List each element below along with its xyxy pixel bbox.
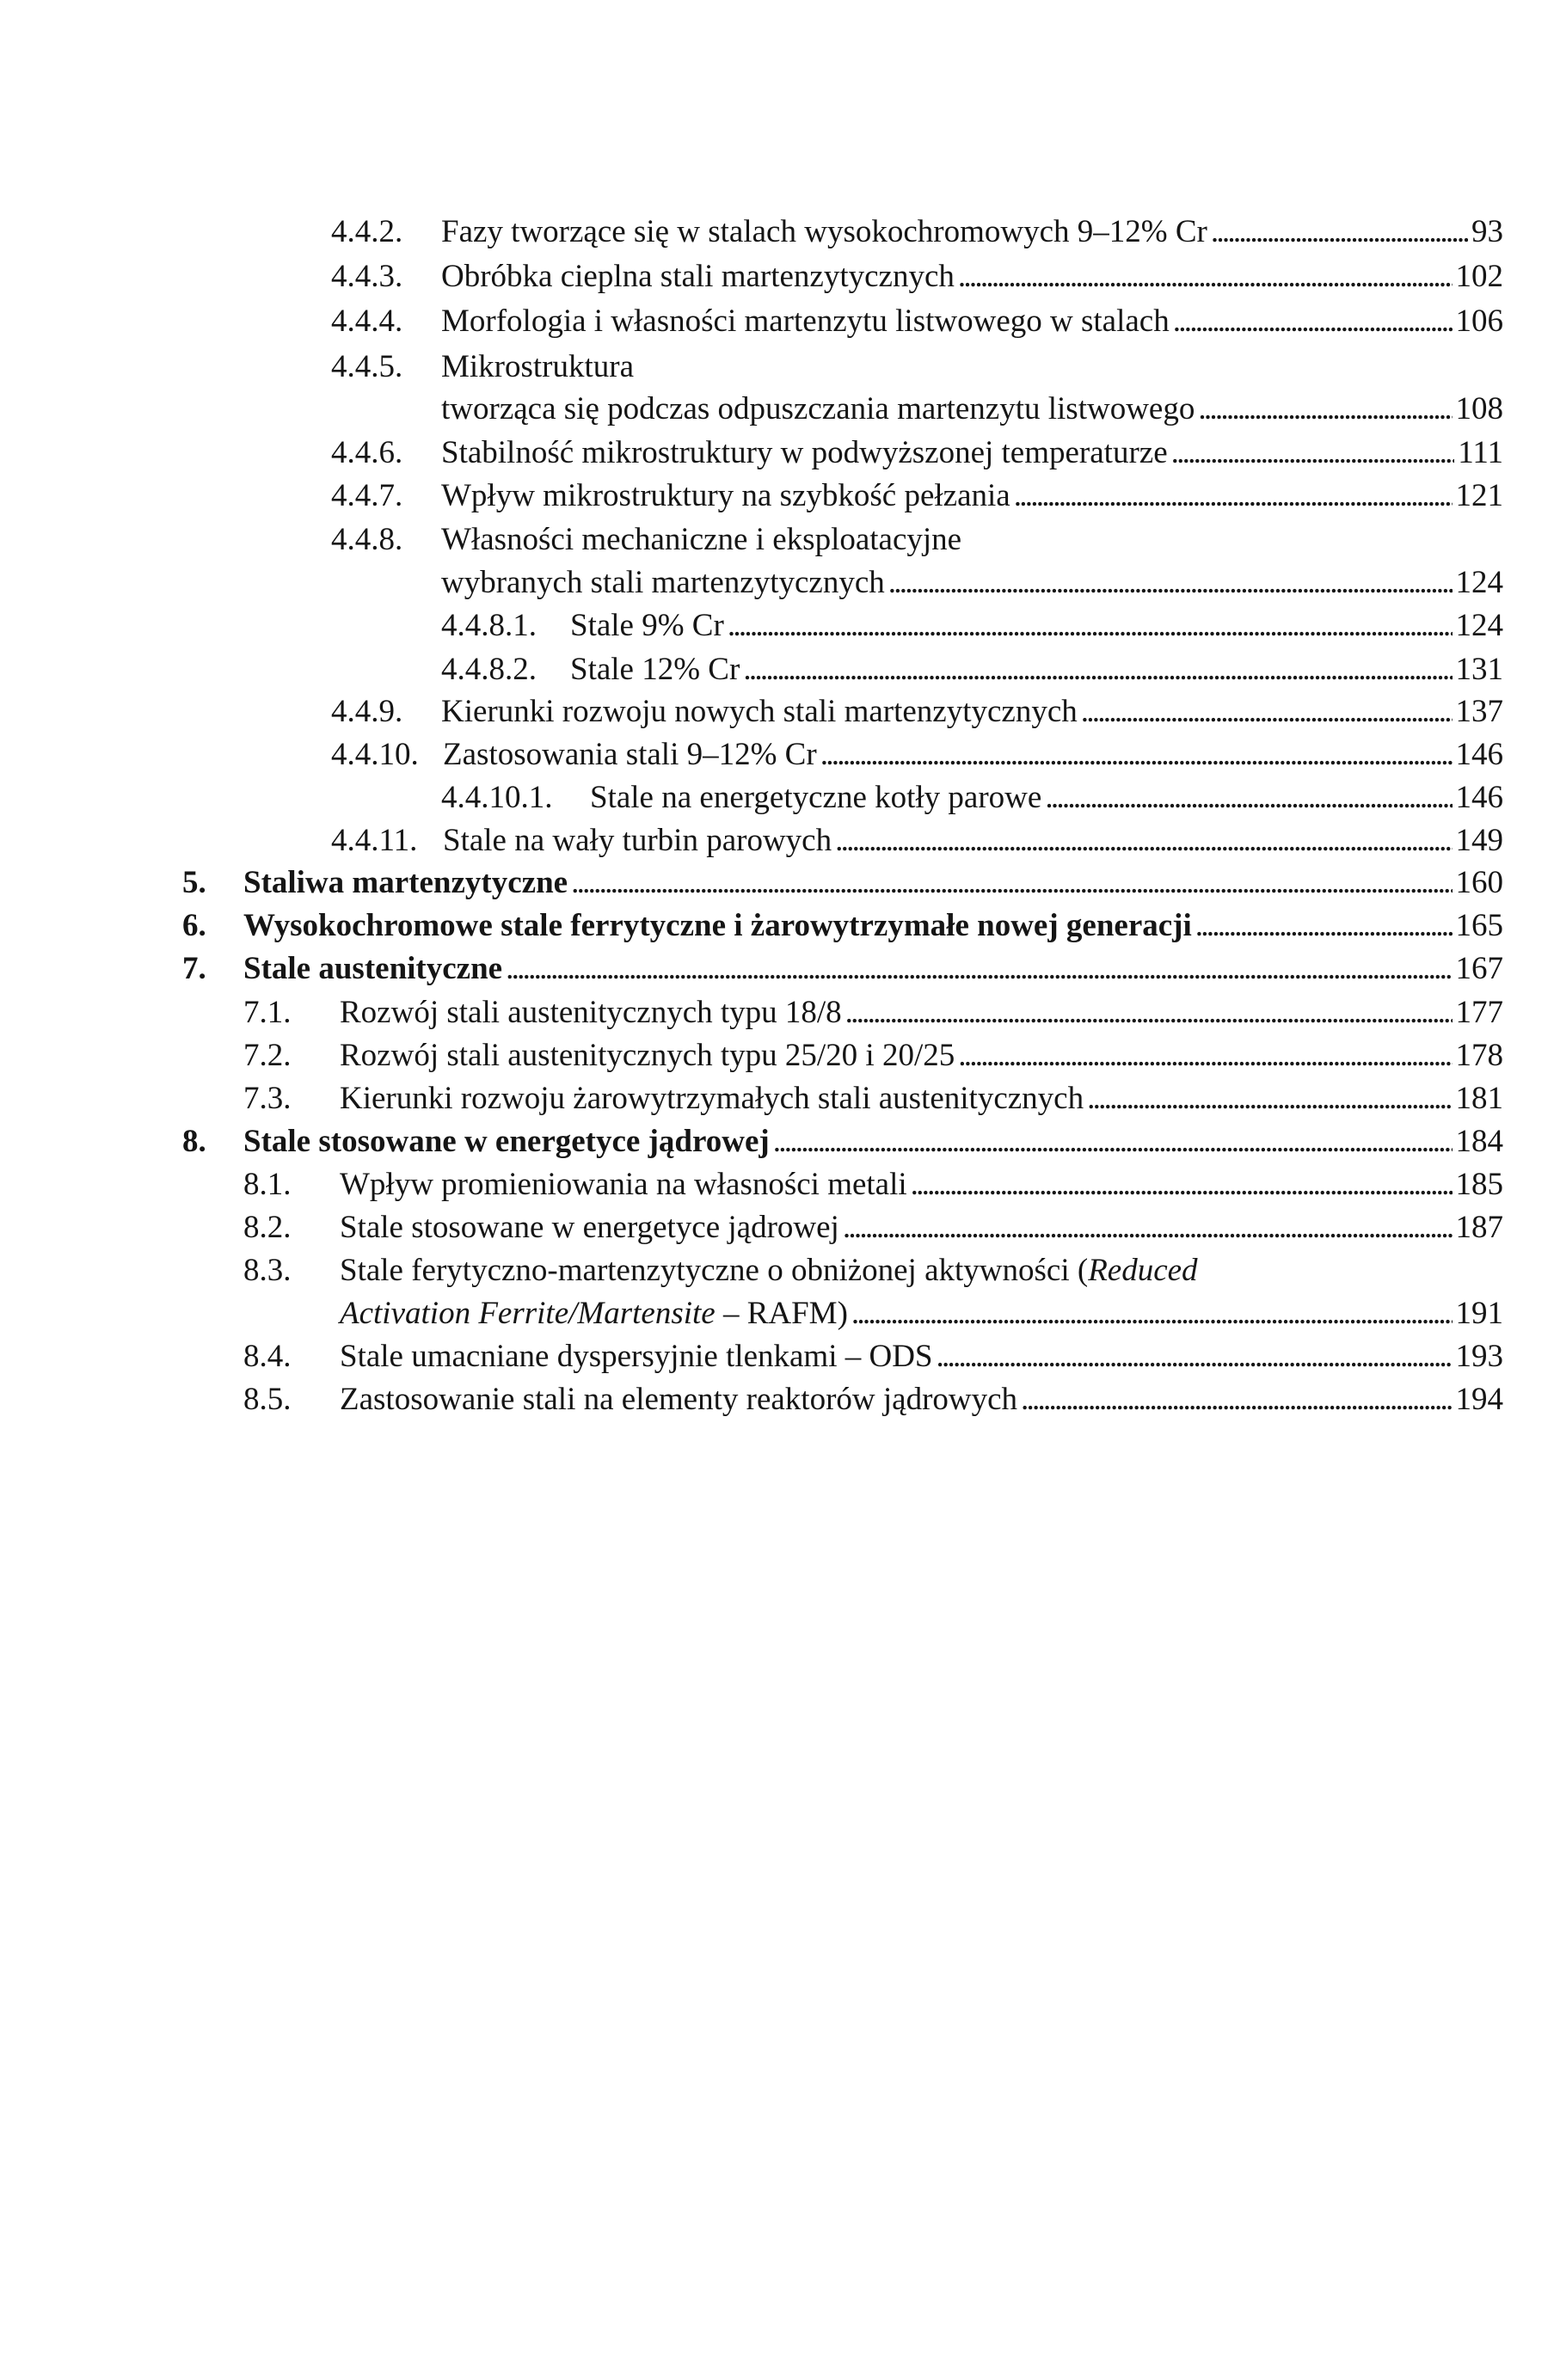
dot-leader	[1081, 693, 1453, 731]
toc-title-line2: wybranych stali martenzytycznych	[441, 565, 885, 600]
toc-title-line1: Mikrostruktura	[441, 349, 635, 384]
toc-page: 124	[1455, 565, 1503, 600]
dot-leader	[1171, 434, 1455, 472]
toc-title-line2-text: – RAFM)	[715, 1296, 848, 1331]
toc-page: 181	[1455, 1081, 1503, 1116]
dot-leader	[820, 736, 1453, 774]
toc-page: 187	[1455, 1210, 1503, 1245]
toc-page: 146	[1455, 737, 1503, 772]
dot-leader	[911, 1166, 1453, 1204]
toc-title: Wpływ promieniowania na własności metali	[340, 1167, 907, 1202]
toc-title: Staliwa martenzytyczne	[243, 865, 568, 900]
toc-title-line1-italic: Reduced	[1088, 1253, 1198, 1288]
toc-page: 194	[1455, 1382, 1503, 1417]
toc-page: 177	[1455, 995, 1503, 1030]
toc-page: 178	[1455, 1038, 1503, 1073]
toc-title: Fazy tworzące się w stalach wysokochromowych 9–12% Cr	[441, 214, 1207, 249]
toc-title: Stale austenityczne	[243, 951, 503, 986]
toc-number: 8.2.	[243, 1210, 292, 1245]
toc-page: 121	[1455, 478, 1503, 513]
toc-title: Kierunki rozwoju żarowytrzymałych stali austenitycznych	[340, 1081, 1084, 1116]
toc-number: 4.4.3.	[331, 259, 403, 294]
toc-title: Stale stosowane w energetyce jądrowej	[340, 1210, 839, 1245]
toc-title: Stale umacniane dyspersyjnie tlenkami – ODS	[340, 1339, 933, 1374]
toc-title: Stale na wały turbin parowych	[443, 823, 832, 858]
toc-number: 4.4.10.1.	[441, 780, 553, 815]
toc-number: 4.4.4.	[331, 304, 403, 339]
dot-leader	[1021, 1381, 1452, 1419]
toc-number: 4.4.2.	[331, 214, 403, 249]
toc-title: Stale stosowane w energetyce jądrowej	[243, 1124, 770, 1159]
toc-page: 137	[1455, 694, 1503, 729]
toc-number: 8.5.	[243, 1382, 292, 1417]
dot-leader	[1195, 907, 1453, 945]
toc-number: 4.4.10.	[331, 737, 419, 772]
toc-number: 8.4.	[243, 1339, 292, 1374]
toc-title: Wysokochromowe stale ferrytyczne i żarowytrzymałe nowej generacji	[243, 908, 1192, 943]
toc-title: Stale 9% Cr	[570, 608, 724, 643]
toc-number: 6.	[182, 908, 206, 943]
dot-leader	[1014, 477, 1453, 515]
toc-title-line2: tworząca się podczas odpuszczania martenzytu listwowego	[441, 391, 1195, 426]
toc-number: 5.	[182, 865, 206, 900]
dot-leader	[958, 1037, 1452, 1075]
dot-leader	[1173, 303, 1453, 340]
toc-title-line2-italic: Activation Ferrite/Martensite	[340, 1296, 716, 1331]
toc-number: 4.4.5.	[331, 349, 403, 384]
toc-title: Zastosowanie stali na elementy reaktorów jądrowych	[340, 1382, 1018, 1417]
toc-number: 7.3.	[243, 1081, 292, 1116]
toc-number: 8.3.	[243, 1253, 292, 1288]
dot-leader	[773, 1123, 1453, 1161]
toc-page: 185	[1455, 1167, 1503, 1202]
toc-title: Obróbka cieplna stali martenzytycznych	[441, 259, 955, 294]
toc-page: 191	[1455, 1296, 1503, 1331]
toc-number: 7.2.	[243, 1038, 292, 1073]
dot-leader	[888, 564, 1453, 602]
toc-title: Stabilność mikrostruktury w podwyższonej temperaturze	[441, 435, 1168, 470]
dot-leader	[571, 864, 1452, 902]
toc-page: 93	[1471, 214, 1503, 249]
toc-page: 108	[1455, 391, 1503, 426]
dot-leader	[728, 607, 1453, 645]
toc-title-line2	[340, 1295, 848, 1333]
toc-page: 193	[1455, 1339, 1503, 1374]
toc-title: Stale na energetyczne kotły parowe	[590, 780, 1042, 815]
toc-number: 4.4.6.	[331, 435, 403, 470]
toc-page: 102	[1455, 259, 1503, 294]
toc-page: 106	[1455, 304, 1503, 339]
toc-title: Zastosowania stali 9–12% Cr	[443, 737, 817, 772]
toc-number: 4.4.7.	[331, 478, 403, 513]
toc-number: 4.4.8.2.	[441, 652, 537, 687]
toc-number: 4.4.11.	[331, 823, 418, 858]
toc-title-line1-text: Stale ferytyczno-martenzytyczne o obniżonej aktywności (	[340, 1253, 1089, 1288]
dot-leader	[1045, 779, 1452, 817]
toc-title: Kierunki rozwoju nowych stali martenzytycznych	[441, 694, 1078, 729]
dot-leader	[1211, 213, 1468, 251]
dot-leader	[851, 1295, 1453, 1333]
toc-number: 7.1.	[243, 995, 292, 1030]
toc-title: Rozwój stali austenitycznych typu 25/20 i 20/25	[340, 1038, 955, 1073]
toc-number: 7.	[182, 951, 206, 986]
toc-number: 8.1.	[243, 1167, 292, 1202]
toc-page: 131	[1455, 652, 1503, 687]
toc-page: 165	[1455, 908, 1503, 943]
toc-page: 160	[1455, 865, 1503, 900]
dot-leader	[506, 950, 1452, 988]
toc-title: Rozwój stali austenitycznych typu 18/8	[340, 995, 842, 1030]
toc-page: 184	[1455, 1124, 1503, 1159]
toc-number: 4.4.8.	[331, 522, 403, 557]
dot-leader	[937, 1338, 1453, 1376]
dot-leader	[1198, 390, 1452, 428]
dot-leader	[843, 1209, 1453, 1247]
toc-title-line1	[340, 1252, 1198, 1290]
dot-leader	[835, 822, 1452, 860]
toc-page: 111	[1458, 435, 1503, 470]
toc-title-line1: Własności mechaniczne i eksploatacyjne	[441, 522, 962, 557]
dot-leader	[958, 258, 1453, 296]
toc-title: Stale 12% Cr	[570, 652, 740, 687]
toc-number: 4.4.8.1.	[441, 608, 537, 643]
toc-title: Morfologia i własności martenzytu listwowego w stalach	[441, 304, 1170, 339]
dot-leader	[845, 994, 1453, 1032]
toc-title: Wpływ mikrostruktury na szybkość pełzania	[441, 478, 1010, 513]
toc-number: 8.	[182, 1124, 206, 1159]
toc-page: 146	[1455, 780, 1503, 815]
toc-page: 124	[1455, 608, 1503, 643]
toc-number: 4.4.9.	[331, 694, 403, 729]
toc-page: 149	[1455, 823, 1503, 858]
dot-leader	[1087, 1080, 1452, 1118]
toc-page: 167	[1455, 951, 1503, 986]
dot-leader	[743, 651, 1452, 689]
